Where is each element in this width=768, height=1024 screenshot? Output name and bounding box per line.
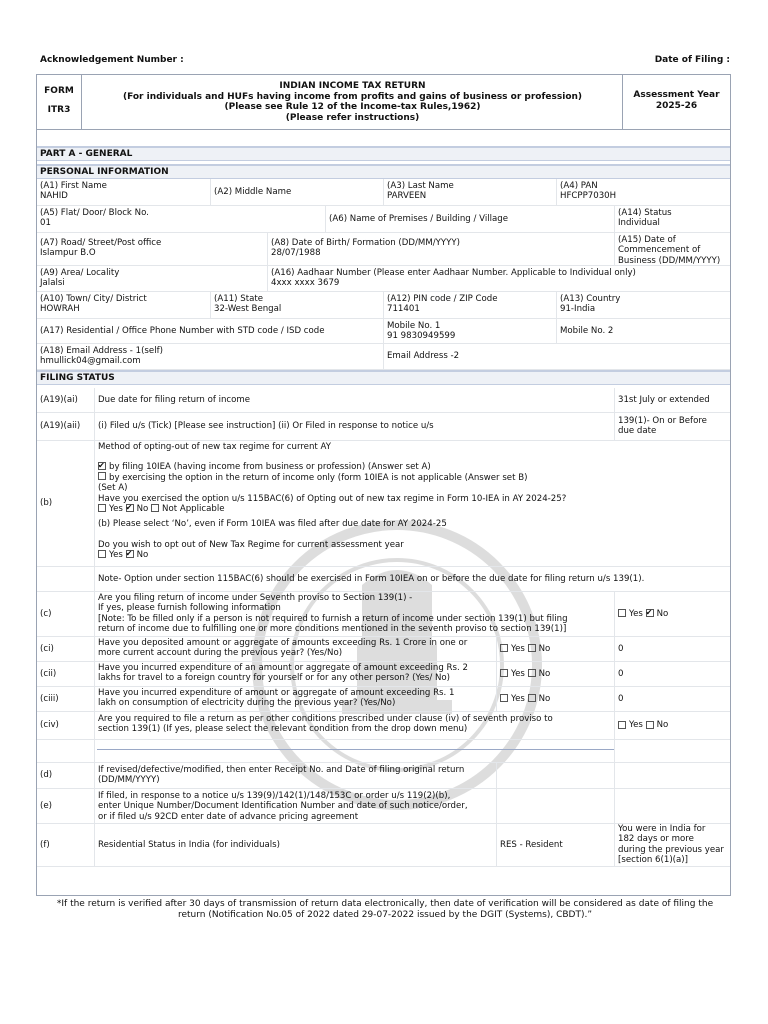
yes-label: Yes	[109, 550, 123, 561]
foreign-travel-label	[95, 662, 497, 686]
checkbox-icon[interactable]	[500, 644, 508, 652]
flat-field[interactable]	[37, 206, 326, 232]
checkbox-icon[interactable]	[500, 694, 508, 702]
phone-field[interactable]	[37, 319, 384, 343]
assessment-year-box	[622, 75, 730, 129]
checkbox-icon[interactable]	[98, 472, 106, 480]
original-filing-date-field[interactable]	[615, 763, 732, 788]
commencement-date-field[interactable]	[615, 233, 732, 265]
yes-label: Yes	[511, 668, 525, 679]
flat-value: 01	[40, 218, 51, 229]
road-label: (A7) Road/ Street/Post office	[40, 238, 162, 248]
first-name-value: NAHID	[40, 191, 68, 202]
filed-under-label: (i) Filed u/s (Tick) [Please see instruction] (ii) Or Filed in response to notice u/s	[95, 413, 615, 440]
town-state-row	[37, 292, 730, 319]
itr3-form	[36, 74, 731, 896]
condition-dropdown-row	[37, 740, 730, 763]
checkbox-checked-icon[interactable]	[126, 550, 134, 558]
pin-label: (A12) PIN code / ZIP Code	[387, 294, 498, 304]
opt-out-current-year-label: Do you wish to opt out of New Tax Regime for current assessment year	[98, 539, 404, 550]
seventh-proviso-line-3: [Note: To be filled only if a person is not required to furnish a return of income under section 139(1) but filing	[98, 613, 568, 624]
deposit-options	[497, 637, 615, 661]
opt-out-method-label: Method of opting-out of new tax regime for current AY	[98, 442, 331, 452]
seventh-proviso-row	[37, 592, 730, 637]
dob-field[interactable]	[268, 233, 615, 265]
yes-label: Yes	[511, 643, 525, 654]
row-code: (cii)	[37, 662, 95, 686]
name-row	[37, 179, 730, 206]
electricity-value[interactable]: 0	[618, 693, 624, 704]
foreign-travel-options	[497, 662, 615, 686]
electricity-row	[37, 687, 730, 712]
footnote-line-2: return (Notification No.05 of 2022 dated 29-07-2022 issued by the DGIT (Systems), CBDT).”	[177, 910, 593, 920]
no-label: No	[538, 643, 551, 654]
premises-field[interactable]	[326, 206, 615, 232]
question-115bac-options	[98, 504, 730, 514]
condition-dropdown-underline	[97, 749, 614, 750]
yes-label: Yes	[629, 608, 643, 619]
opt-out-option-2[interactable]	[98, 473, 730, 483]
notice-din-field[interactable]	[497, 789, 615, 823]
row-code: (ciii)	[37, 687, 95, 711]
option-note: Note- Option under section 115BAC(6) should be exercised in Form 10IEA on or before the due date for filing return u/s 139(1).	[98, 573, 645, 584]
foreign-travel-line-2: lakhs for travel to a foreign country for yourself or for any other person? (Yes/ No)	[98, 673, 451, 684]
road-value: Islampur B.O	[40, 248, 96, 259]
deposit-line-1: Have you deposited amount or aggregate of amounts exceeding Rs. 1 Crore in one or	[98, 638, 468, 648]
due-date-value[interactable]: 31st July or extended	[618, 394, 710, 405]
aadhaar-label: (A16) Aadhaar Number (Please enter Aadhaar Number. Applicable to Individual only)	[271, 268, 636, 278]
seventh-proviso-line-4: return of income due to fulfilling one or more conditions mentioned in the seventh proviso to section 139(1)]	[98, 624, 567, 635]
area-aadhaar-row	[37, 266, 730, 292]
flat-label: (A5) Flat/ Door/ Block No.	[40, 208, 149, 218]
form-title	[82, 81, 623, 123]
road-field[interactable]	[37, 233, 268, 265]
seventh-proviso-line-1: Are you filing return of income under Seventh proviso to Section 139(1) -	[98, 593, 413, 603]
state-value: 32-West Bengal	[214, 304, 282, 315]
filed-under-value-2: due date	[618, 426, 657, 437]
premises-label: (A6) Name of Premises / Building / Village	[329, 213, 508, 224]
checkbox-icon[interactable]	[500, 669, 508, 677]
dob-label: (A8) Date of Birth/ Formation (DD/MM/YYYY)	[271, 238, 460, 248]
row-code: (d)	[37, 763, 95, 788]
checkbox-checked-icon[interactable]	[126, 504, 134, 512]
middle-name-label: (A2) Middle Name	[214, 186, 292, 197]
due-date-row	[37, 388, 730, 413]
seventh-proviso-line-2: If yes, please furnish following information	[98, 603, 281, 614]
checkbox-icon[interactable]	[528, 694, 536, 702]
reason-line-1: You were in India for	[618, 824, 706, 834]
note-row	[37, 567, 730, 592]
checkbox-checked-icon[interactable]	[98, 462, 106, 470]
checkbox-icon[interactable]	[98, 550, 106, 558]
aadhaar-value: 4xxx xxxx 3679	[271, 278, 340, 289]
checkbox-icon[interactable]	[528, 669, 536, 677]
no-label: No	[538, 668, 551, 679]
phone-row	[37, 319, 730, 344]
address-row-2	[37, 233, 730, 266]
status-value: Individual	[618, 218, 660, 229]
foreign-travel-row	[37, 662, 730, 687]
other-conditions-label	[95, 712, 615, 739]
deposit-row	[37, 637, 730, 662]
mobile1-value: 91 9830949599	[387, 331, 456, 342]
assessment-year-value: 2025-26	[655, 101, 698, 111]
last-name-label: (A3) Last Name	[387, 181, 454, 191]
deposit-label	[95, 637, 497, 661]
status-field	[615, 206, 732, 232]
title-line-1: INDIAN INCOME TAX RETURN	[279, 81, 426, 91]
checkbox-checked-icon[interactable]	[646, 609, 654, 617]
foreign-travel-value[interactable]: 0	[618, 668, 624, 679]
middle-name-field[interactable]	[211, 179, 384, 205]
deposit-value[interactable]: 0	[618, 643, 624, 654]
electricity-line-1: Have you incurred expenditure of amount or aggregate of amount exceeding Rs. 1	[98, 688, 455, 698]
no-label: No	[538, 693, 551, 704]
option-1-label: by filing 10IEA (having income from business or profession) (Answer set A)	[109, 462, 431, 473]
filed-under-row	[37, 413, 730, 441]
state-field[interactable]	[211, 292, 384, 318]
filed-under-value-1: 139(1)- On or Before	[618, 416, 707, 426]
email2-label: Email Address -2	[387, 351, 460, 362]
row-code-empty	[37, 740, 95, 762]
country-value: 91-India	[560, 304, 596, 315]
acknowledgement-number-label: Acknowledgement Number :	[40, 55, 184, 65]
pan-value: HFCPP7030H	[560, 191, 617, 202]
opt-out-current-year-options	[98, 550, 730, 560]
question-115bac-label: Have you exercised the option u/s 115BAC(6) of Opting out of new tax regime in Form 10-IEA in AY 2024-25?	[98, 493, 567, 504]
option-2-label: by exercising the option in the return of income only (form 10IEA is not applicable (Answer set B)	[109, 472, 528, 483]
form-code-box	[37, 75, 82, 129]
area-field[interactable]	[37, 266, 268, 291]
revised-return-label	[95, 763, 497, 788]
phone-label: (A17) Residential / Office Phone Number with STD code / ISD code	[40, 325, 325, 336]
opt-out-block	[37, 441, 730, 567]
assessment-year-label: Assessment Year	[633, 90, 720, 100]
row-code-empty	[37, 567, 95, 591]
footnote	[40, 899, 730, 921]
electricity-label	[95, 687, 497, 711]
last-name-field[interactable]	[384, 179, 557, 205]
personal-information-header: PERSONAL INFORMATION	[37, 164, 730, 179]
residential-status-label: Residential Status in India (for individuals)	[95, 824, 497, 866]
form-header	[37, 75, 730, 130]
country-field[interactable]	[557, 292, 732, 318]
notice-response-line-2: enter Unique Number/Document Identification Number and date of such notice/order,	[98, 801, 468, 812]
electricity-line-2: lakh on consumption of electricity during the previous year? (Yes/No)	[98, 698, 396, 709]
commencement-label-3: Business (DD/MM/YYYY)	[618, 255, 721, 265]
checkbox-icon[interactable]	[618, 721, 626, 729]
row-code: (ci)	[37, 637, 95, 661]
other-conditions-line-2: section 139(1) (If yes, please select the relevant condition from the drop down menu)	[98, 724, 468, 735]
email-row	[37, 344, 730, 370]
form-label: FORM	[44, 86, 74, 96]
row-code: (b)	[37, 441, 95, 566]
town-label: (A10) Town/ City/ District	[40, 294, 147, 304]
yes-label: Yes	[511, 693, 525, 704]
pan-label: (A4) PAN	[560, 181, 598, 191]
yes-label: Yes	[109, 504, 123, 515]
town-value: HOWRAH	[40, 304, 80, 315]
reason-line-3: during the previous year	[618, 844, 724, 855]
notice-date-field[interactable]	[615, 789, 732, 823]
email1-value: hmullick04@gmail.com	[40, 356, 141, 367]
not-applicable-label: Not Applicable	[162, 504, 225, 515]
residential-status-reason	[615, 824, 732, 866]
reason-line-4: [section 6(1)(a)]	[618, 855, 689, 866]
row-code: (civ)	[37, 712, 95, 739]
set-a-label: (Set A)	[98, 483, 128, 494]
condition-dropdown-spacer	[615, 740, 732, 762]
no-label: No	[656, 720, 669, 731]
notice-response-line-3: or if filed u/s 92CD enter date of advance pricing agreement	[98, 811, 359, 822]
status-label: (A14) Status	[618, 208, 672, 218]
state-label: (A11) State	[214, 294, 263, 304]
no-label: No	[136, 550, 149, 561]
commencement-label-2: Commencement of	[618, 245, 701, 256]
other-conditions-options	[615, 712, 732, 739]
footnote-line-1: *If the return is verified after 30 days of transmission of return data electronically, then date of verification will be considered as date of filing the	[56, 899, 714, 909]
aadhaar-field[interactable]	[268, 266, 732, 291]
last-name-value: PARVEEN	[387, 191, 427, 202]
country-label: (A13) Country	[560, 294, 621, 304]
town-field[interactable]	[37, 292, 211, 318]
pin-field[interactable]	[384, 292, 557, 318]
form-code: ITR3	[47, 105, 71, 115]
date-of-filing-label: Date of Filing :	[654, 55, 730, 65]
foreign-travel-line-1: Have you incurred expenditure of an amount or aggregate of amount exceeding Rs. 2	[98, 663, 468, 673]
condition-dropdown[interactable]	[95, 740, 615, 762]
checkbox-icon[interactable]	[151, 504, 159, 512]
seventh-proviso-options	[615, 592, 732, 636]
row-code: (A19)(ai)	[37, 388, 95, 412]
mobile1-field[interactable]	[384, 319, 557, 343]
deposit-line-2: more current account during the previous year? (Yes/No)	[98, 648, 343, 659]
revised-return-line-1: If revised/defective/modified, then enter Receipt No. and Date of filing original return	[98, 765, 465, 775]
row-code: (e)	[37, 789, 95, 823]
checkbox-icon[interactable]	[528, 644, 536, 652]
first-name-field[interactable]	[37, 179, 211, 205]
first-name-label: (A1) First Name	[40, 181, 107, 191]
title-line-3: (Please see Rule 12 of the Income-tax Rules,1962)	[224, 102, 481, 112]
row-code: (A19)(aii)	[37, 413, 95, 440]
checkbox-icon[interactable]	[98, 504, 106, 512]
other-conditions-row	[37, 712, 730, 740]
revised-return-line-2: (DD/MM/YYYY)	[98, 775, 160, 786]
checkbox-icon[interactable]	[646, 721, 654, 729]
dob-value: 28/07/1988	[271, 248, 321, 259]
pan-field[interactable]	[557, 179, 732, 205]
select-no-note: (b) Please select ‘No’, even if Form 10IEA was filed after due date for AY 2024-25	[98, 519, 447, 530]
mobile2-label: Mobile No. 2	[560, 325, 614, 336]
notice-response-label	[95, 789, 497, 823]
mobile2-field[interactable]	[557, 319, 732, 343]
opt-out-content	[95, 441, 732, 566]
email1-label: (A18) Email Address - 1(self)	[40, 346, 163, 356]
checkbox-icon[interactable]	[618, 609, 626, 617]
part-a-header: PART A - GENERAL	[37, 146, 730, 161]
commencement-label-1: (A15) Date of	[618, 235, 676, 245]
filed-under-value[interactable]	[615, 413, 732, 440]
residential-status-row	[37, 824, 730, 867]
residential-status-value[interactable]: RES - Resident	[497, 824, 615, 866]
row-code: (c)	[37, 592, 95, 636]
row-code: (f)	[37, 824, 95, 866]
notice-response-row	[37, 789, 730, 824]
no-label: No	[136, 504, 149, 515]
reason-line-2: 182 days or more	[618, 834, 694, 845]
opt-out-option-1[interactable]	[98, 462, 730, 472]
address-row-1	[37, 206, 730, 233]
email1-field[interactable]	[37, 344, 384, 369]
email2-field[interactable]	[384, 344, 732, 369]
yes-label: Yes	[629, 720, 643, 731]
mobile1-label: Mobile No. 1	[387, 321, 441, 331]
area-label: (A9) Area/ Locality	[40, 268, 120, 278]
due-date-label: Due date for filing return of income	[95, 388, 615, 412]
revised-return-row	[37, 763, 730, 789]
electricity-options	[497, 687, 615, 711]
receipt-number-field[interactable]	[497, 763, 615, 788]
notice-response-line-1: If filed, in response to a notice u/s 139(9)/142(1)/148/153C or order u/s 119(2)(b),	[98, 791, 451, 801]
no-label: No	[656, 608, 669, 619]
area-value: Jalalsi	[40, 278, 65, 289]
title-line-2: (For individuals and HUFs having income from profits and gains of business or profession)	[122, 91, 583, 102]
pin-value: 711401	[387, 304, 420, 315]
other-conditions-line-1: Are you required to file a return as per other conditions prescribed under clause (iv) of seventh proviso to	[98, 714, 553, 724]
filing-status-header: FILING STATUS	[37, 370, 730, 385]
seventh-proviso-label	[95, 592, 615, 636]
title-line-4: (Please refer instructions)	[285, 112, 420, 123]
